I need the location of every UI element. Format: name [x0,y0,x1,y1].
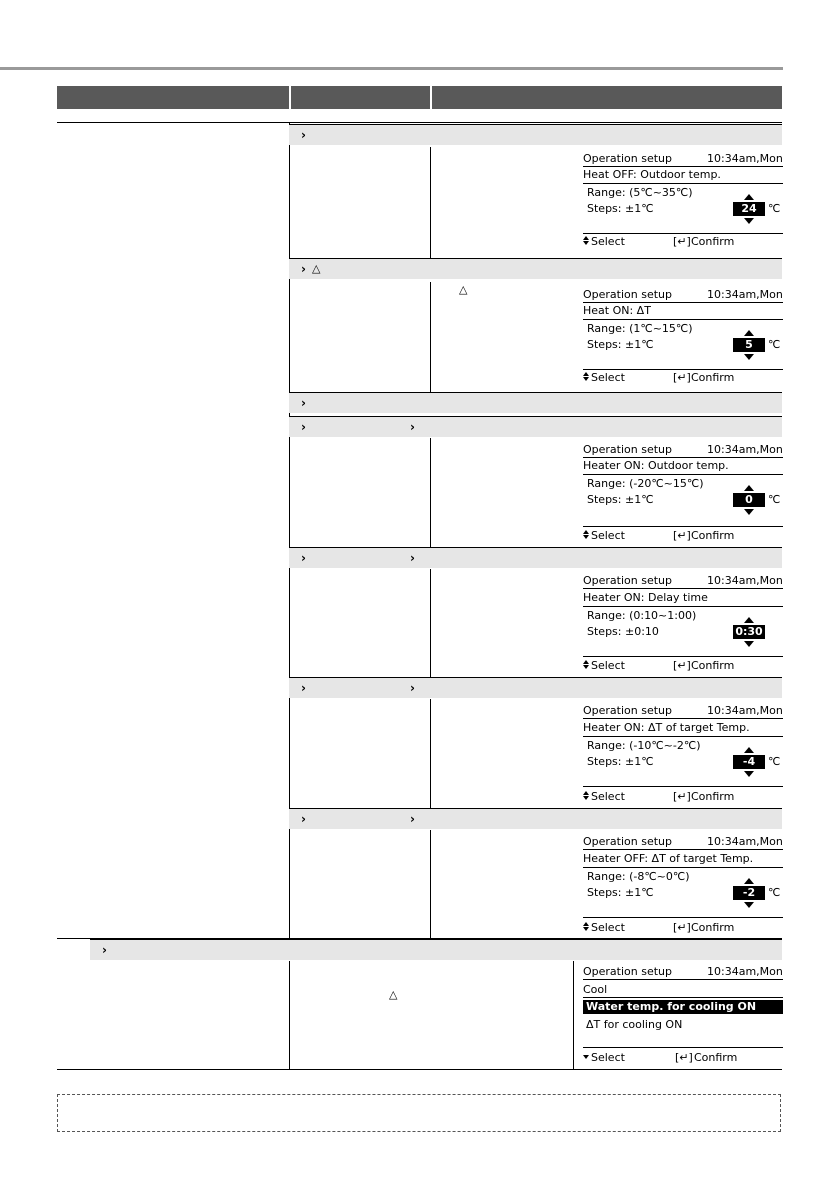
select-label: Select [591,529,625,542]
confirm-icon: [↵] [673,371,691,384]
divider [583,849,783,850]
column-line [430,699,431,808]
table-bottom [57,1069,782,1070]
confirm-label: Confirm [691,790,735,803]
divider [583,656,783,657]
value-box[interactable]: 24 [733,202,765,216]
chevron-right-icon: › [102,943,107,957]
row-band [289,547,782,568]
chevron-right-icon: › [301,396,306,410]
arrow-up-icon[interactable] [744,747,754,753]
chevron-right-icon: › [301,681,306,695]
screen-title: Heater ON: ΔT of target Temp. [583,721,750,734]
range-text: Range: (1℃~15℃) [587,322,693,335]
column-line [573,961,574,1069]
triangle-icon: △ [459,283,468,296]
screen-header: Operation setup [583,443,673,456]
select-updown-icon [583,660,590,670]
confirm-label: Confirm [691,921,735,934]
steps-text: Steps: ±1℃ [587,886,654,899]
value-box[interactable]: -2 [733,886,765,900]
row-band [289,124,782,145]
section-divider [57,122,782,123]
select-label: Select [591,790,625,803]
select-label: Select [591,659,625,672]
chevron-right-icon: › [410,681,415,695]
select-updown-icon [583,530,590,540]
value-box[interactable]: 0 [733,493,765,507]
screen-time: 10:34am,Mon [707,574,783,587]
arrow-up-icon[interactable] [744,194,754,200]
arrow-down-icon[interactable] [744,641,754,647]
divider [583,867,783,868]
unit-label: ℃ [768,493,781,506]
screen-header: Operation setup [583,835,673,848]
row-band [289,258,782,279]
chevron-right-icon: › [410,812,415,826]
column-line [430,438,431,548]
triangle-icon: △ [312,262,321,275]
divider [583,1047,783,1048]
header-divider [430,86,432,109]
steps-text: Steps: ±1℃ [587,338,654,351]
triangle-icon: △ [389,988,398,1001]
header-divider [289,86,291,109]
table-header [57,86,782,109]
screen-title: Heater OFF: ΔT of target Temp. [583,852,754,865]
divider [583,319,783,320]
screen-time: 10:34am,Mon [707,965,783,978]
confirm-icon: [↵] [673,790,691,803]
divider [583,302,783,303]
divider [583,736,783,737]
arrow-up-icon[interactable] [744,330,754,336]
select-label: Select [591,1051,625,1064]
range-text: Range: (-8℃~0℃) [587,870,690,883]
column-line [430,569,431,678]
note-box [57,1094,781,1132]
divider [583,997,783,998]
column-line [430,147,431,258]
divider [583,606,783,607]
screen-header: Operation setup [583,704,673,717]
range-text: Range: (5℃~35℃) [587,186,693,199]
arrow-down-icon[interactable] [744,509,754,515]
divider [583,718,783,719]
select-updown-icon [583,372,590,382]
screen-header: Operation setup [583,965,673,978]
confirm-icon: [↵] [673,529,691,542]
confirm-icon: [↵] [673,235,691,248]
confirm-label: Confirm [691,659,735,672]
divider [583,233,783,234]
unit-label: ℃ [768,886,781,899]
divider [583,183,783,184]
unit-label: ℃ [768,755,781,768]
row-band [289,677,782,698]
arrow-down-icon[interactable] [744,218,754,224]
divider [583,166,783,167]
arrow-up-icon[interactable] [744,617,754,623]
confirm-icon: [↵] [673,921,691,934]
divider [583,588,783,589]
top-rule [0,67,783,70]
screen-time: 10:34am,Mon [707,288,783,301]
value-box[interactable]: -4 [733,755,765,769]
confirm-label: Confirm [694,1051,738,1064]
chevron-right-icon: › [410,420,415,434]
select-updown-icon [583,236,590,246]
chevron-right-icon: › [301,420,306,434]
screen-time: 10:34am,Mon [707,443,783,456]
confirm-label: Confirm [691,529,735,542]
unit-label: ℃ [768,338,781,351]
confirm-icon: [↵] [673,659,691,672]
arrow-down-icon[interactable] [744,771,754,777]
steps-text: Steps: ±0:10 [587,625,659,638]
divider [583,526,783,527]
row-band [90,939,782,960]
select-updown-icon [583,922,590,932]
steps-text: Steps: ±1℃ [587,755,654,768]
value-box[interactable]: 0:30 [733,625,765,639]
divider [583,474,783,475]
confirm-label: Confirm [691,371,735,384]
screen-time: 10:34am,Mon [707,704,783,717]
screen-title: Heater ON: Outdoor temp. [583,459,729,472]
select-label: Select [591,371,625,384]
divider [583,917,783,918]
screen-header: Operation setup [583,574,673,587]
range-text: Range: (-20℃~15℃) [587,477,704,490]
range-text: Range: (0:10~1:00) [587,609,697,622]
screen-title: Heat ON: ΔT [583,304,651,317]
screen-header: Operation setup [583,288,673,301]
arrow-up-icon[interactable] [744,485,754,491]
select-down-icon [583,1052,590,1062]
steps-text: Steps: ±1℃ [587,202,654,215]
chevron-right-icon: › [301,128,306,142]
row-band [289,392,782,413]
arrow-up-icon[interactable] [744,878,754,884]
screen-time: 10:34am,Mon [707,152,783,165]
unit-label: ℃ [768,202,781,215]
chevron-right-icon: › [410,551,415,565]
arrow-down-icon[interactable] [744,902,754,908]
column-line [430,282,431,392]
menu-item[interactable]: ΔT for cooling ON [586,1018,683,1031]
chevron-right-icon: › [301,262,306,276]
divider [583,786,783,787]
steps-text: Steps: ±1℃ [587,493,654,506]
screen-header: Operation setup [583,152,673,165]
row-band [289,416,782,437]
divider [583,457,783,458]
screen-title: Cool [583,983,608,996]
screen-title: Heater ON: Delay time [583,591,708,604]
chevron-right-icon: › [301,812,306,826]
select-label: Select [591,235,625,248]
divider [583,979,783,980]
select-updown-icon [583,791,590,801]
select-label: Select [591,921,625,934]
confirm-label: Confirm [691,235,735,248]
range-text: Range: (-10℃~-2℃) [587,739,701,752]
arrow-down-icon[interactable] [744,354,754,360]
chevron-right-icon: › [301,551,306,565]
row-band [289,808,782,829]
confirm-icon: [↵] [675,1051,693,1064]
column-line [289,961,290,1069]
screen-time: 10:34am,Mon [707,835,783,848]
column-line [430,830,431,938]
value-box[interactable]: 5 [733,338,765,352]
divider [583,369,783,370]
menu-item-selected[interactable]: Water temp. for cooling ON [583,1000,783,1014]
screen-title: Heat OFF: Outdoor temp. [583,168,721,181]
